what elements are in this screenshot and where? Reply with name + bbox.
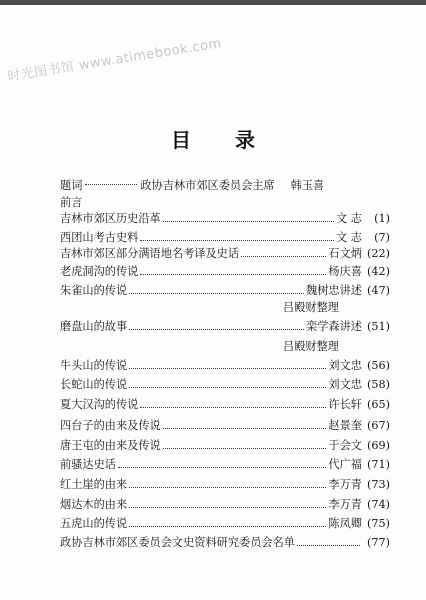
toc-entry-author: 刘文忠 — [328, 359, 362, 373]
toc-entry — [60, 477, 390, 493]
toc-entry-title: 烟达木的由来 — [60, 498, 128, 512]
toc-entry-page-number: (75) — [367, 517, 390, 531]
toc-entry-author: 文 志 — [336, 212, 362, 226]
toc-entry — [60, 397, 390, 413]
toc-intro-line — [60, 177, 324, 193]
toc-entry — [60, 418, 390, 434]
toc-entry-page-number: (22) — [367, 247, 390, 261]
toc-entry — [60, 377, 390, 393]
toc-entry-title: 四台子的由来及传说 — [60, 419, 161, 433]
toc-dot-leader — [129, 507, 326, 508]
toc-entry — [60, 516, 390, 532]
toc-entry-title: 老虎洞沟的传说 — [60, 265, 139, 279]
toc-entry-title: 夏大汉沟的传说 — [60, 398, 139, 412]
toc-dot-leader — [140, 407, 326, 408]
toc-entry-page-number: (74) — [367, 498, 390, 512]
toc-entry-title: 政协吉林市郊区委员会文史资料研究委员会名单 — [60, 536, 295, 550]
intro-author: 政协吉林市郊区委员会主席 — [140, 179, 275, 192]
toc-entry-page-number: (47) — [367, 284, 390, 298]
toc-entry-title: 长蛇山的传说 — [60, 378, 128, 392]
toc-entry-author: 陈凤卿 — [328, 517, 362, 531]
toc-entry-title: 西团山考古史料 — [60, 231, 139, 245]
toc-entry-title: 牛头山的传说 — [60, 359, 128, 373]
toc-dot-leader — [129, 487, 326, 488]
toc-entry-title: 前骚达史话 — [60, 458, 116, 472]
toc-entry-page-number: (67) — [367, 419, 390, 433]
toc-entry-page-number: (69) — [367, 439, 390, 453]
toc-entry — [60, 283, 390, 299]
toc-dot-leader — [129, 368, 326, 369]
toc-entry-editor: 吕殿财整理 — [283, 340, 339, 353]
toc-dot-leader — [163, 448, 327, 449]
toc-entry-title: 吉林市郊区部分满语地名考译及史话 — [60, 247, 240, 261]
toc-entry-page-number: (56) — [367, 359, 390, 373]
toc-entry-author: 代广福 — [328, 458, 362, 472]
toc-entry — [60, 319, 390, 335]
intro-leader — [85, 184, 137, 185]
page-title: 目录 — [171, 128, 299, 152]
toc-entry-page-number: (77) — [367, 536, 390, 550]
toc-entry-author: 魏树忠讲述 — [306, 284, 362, 298]
toc-entry — [60, 438, 390, 454]
toc-dot-leader — [297, 545, 360, 546]
toc-dot-leader — [163, 221, 334, 222]
toc-dot-leader — [118, 467, 326, 468]
toc-dot-leader — [129, 329, 304, 330]
toc-entry-author: 石文炳 — [328, 247, 362, 261]
toc-entry — [60, 358, 390, 374]
toc-dot-leader — [140, 240, 334, 241]
toc-entry — [60, 497, 390, 513]
toc-entry-author: 李万青 — [328, 498, 362, 512]
toc-dot-leader — [129, 293, 304, 294]
toc-entry — [60, 230, 390, 246]
toc-entry-title: 吉林市郊区历史沿革 — [60, 212, 161, 226]
toc-entry-author: 李万青 — [328, 478, 362, 492]
toc-entry-author: 于会文 — [328, 439, 362, 453]
toc-entry-author: 杨庆喜 — [328, 265, 362, 279]
toc-entry-title: 磨盘山的故事 — [60, 320, 128, 334]
toc-entry-page-number: (71) — [367, 458, 390, 472]
toc-entry-page-number: (65) — [367, 398, 390, 412]
toc-entry-author: 赵景奎 — [328, 419, 362, 433]
toc-entry-page-number: (1) — [374, 212, 390, 226]
toc-dot-leader — [140, 274, 326, 275]
toc-entry-page-number: (73) — [367, 478, 390, 492]
toc-entry-page-number: (51) — [367, 320, 390, 334]
toc-entry-title: 五虎山的传说 — [60, 517, 128, 531]
toc-entry-title: 红土崖的由来 — [60, 478, 128, 492]
toc-entry-editor: 吕殿财整理 — [283, 301, 339, 314]
toc-entry — [60, 211, 390, 227]
toc-entry-page-number: (58) — [367, 378, 390, 392]
toc-dot-leader — [129, 387, 326, 388]
toc-entry-page-number: (7) — [374, 231, 390, 245]
intro-name: 韩玉喜 — [290, 179, 325, 192]
toc-preface: 前言 — [60, 196, 83, 209]
toc-entry — [60, 264, 390, 280]
toc-entry-author: 许长轩 — [328, 398, 362, 412]
toc-entry — [60, 246, 390, 262]
toc-dot-leader — [241, 256, 326, 257]
page-top-edge — [0, 0, 426, 5]
toc-entry-title: 唐王屯的由来及传说 — [60, 439, 161, 453]
watermark: 时光图书馆 www.atimebook.com — [6, 36, 223, 85]
toc-entry-title: 朱雀山的传说 — [60, 284, 128, 298]
toc-entry — [60, 457, 390, 473]
toc-entry-author: 文 志 — [336, 231, 362, 245]
toc-entry-author: 刘文忠 — [328, 378, 362, 392]
toc-dot-leader — [163, 428, 327, 429]
toc-dot-leader — [129, 526, 326, 527]
intro-label: 题词 — [60, 179, 83, 192]
toc-entry-author: 栾学森讲述 — [306, 320, 362, 334]
toc-entry — [60, 535, 390, 551]
toc-entry-page-number: (42) — [367, 265, 390, 279]
